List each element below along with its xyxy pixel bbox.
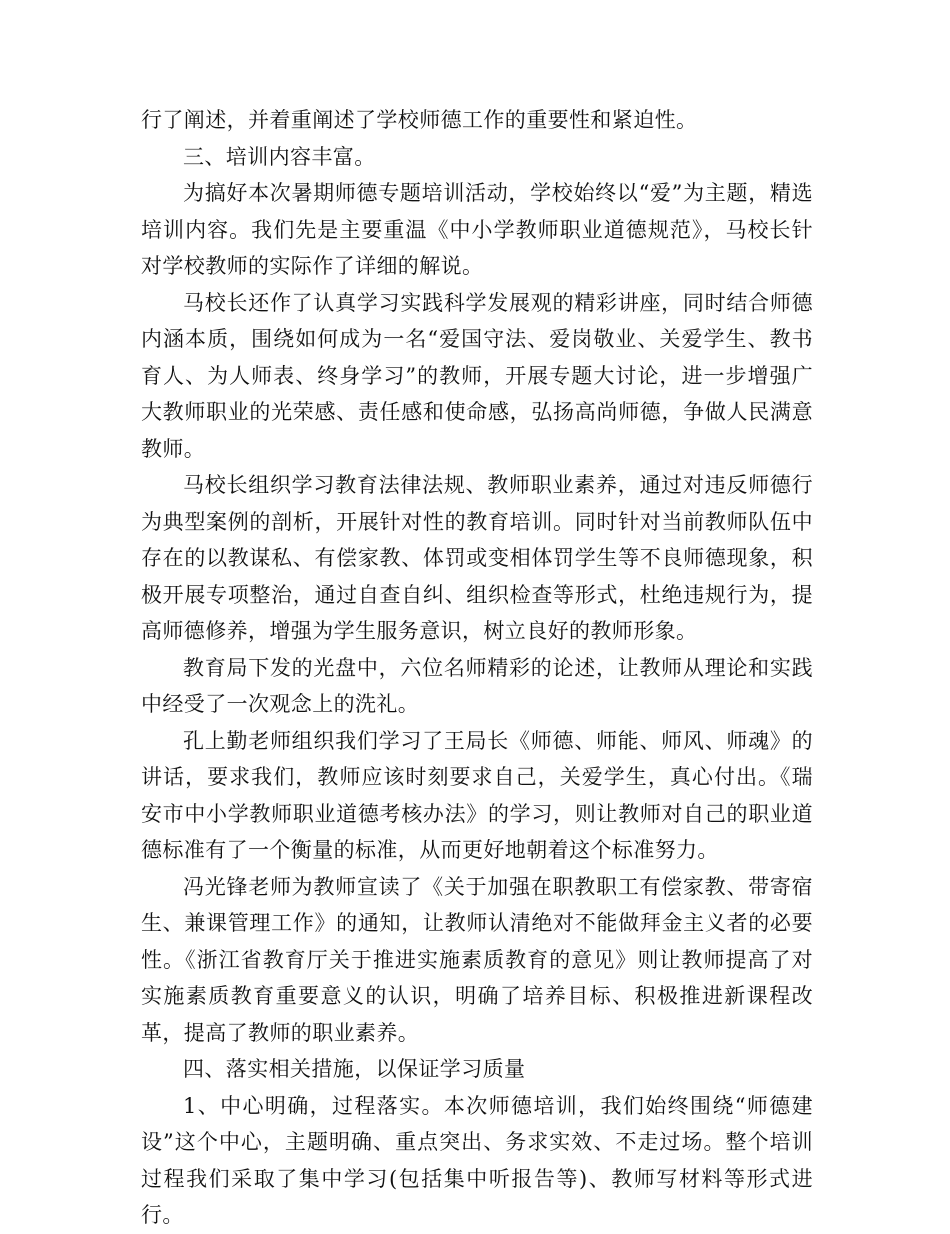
document-body: [141, 102, 813, 1234]
paragraph: 马校长还作了认真学习实践科学发展观的精彩讲座，同时结合师德内涵本质，围绕如何成为一名“爱国守法、爱岗敬业、关爱学生、教书育人、为人师表、终身学习”的教师，开展专题大讨论，进一步增强广大教师职业的光荣感、责任感和使命感，弘扬高尚师德，争做人民满意教师。: [141, 290, 813, 461]
section-heading-4: 四、落实相关措施，以保证学习质量: [183, 1057, 526, 1081]
paragraph: 1、中心明确，过程落实。本次师德培训，我们始终围绕“师德建设”这个中心，主题明确、重点突出、务求实效、不走过场。整个培训过程我们采取了集中学习(包括集中听报告等)、教师写材料等形式进行。: [141, 1093, 813, 1227]
paragraph: 马校长组织学习教育法律法规、教师职业素养，通过对违反师德行为典型案例的剖析，开展针对性的教育培训。同时针对当前教师队伍中存在的以教谋私、有偿家教、体罚或变相体罚学生等不良师德现象，积极开展专项整治，通过自查自纠、组织检查等形式，杜绝违规行为，提高师德修养，增强为学生服务意识，树立良好的教师形象。: [141, 473, 813, 643]
paragraph: 为搞好本次暑期师德专题培训活动，学校始终以“爱”为主题，精选培训内容。我们先是主要重温《中小学教师职业道德规范》，马校长针对学校教师的实际作了详细的解说。: [141, 181, 813, 278]
paragraph: 冯光锋老师为教师宣读了《关于加强在职教职工有偿家教、带寄宿生、兼课管理工作》的通知，让教师认清绝对不能做拜金主义者的必要性。《浙江省教育厅关于推进实施素质教育的意见》则让教师提高了对实施素质教育重要意义的认识，明确了培养目标、积极推进新课程改革，提高了教师的职业素养。: [141, 874, 813, 1045]
paragraph: 孔上勤老师组织我们学习了王局长《师德、师能、师风、师魂》的讲话，要求我们，教师应该时刻要求自己，关爱学生，真心付出。《瑞安市中小学教师职业道德考核办法》的学习，则让教师对自己的职业道德标准有了一个衡量的标准，从而更好地朝着这个标准努力。: [141, 728, 813, 862]
paragraph: 教育局下发的光盘中，六位名师精彩的论述，让教师从理论和实践中经受了一次观念上的洗礼。: [141, 655, 813, 716]
paragraph-continued: 行了阐述，并着重阐述了学校师德工作的重要性和紧迫性。: [141, 108, 698, 132]
section-heading-3: 三、培训内容丰富。: [183, 144, 376, 169]
